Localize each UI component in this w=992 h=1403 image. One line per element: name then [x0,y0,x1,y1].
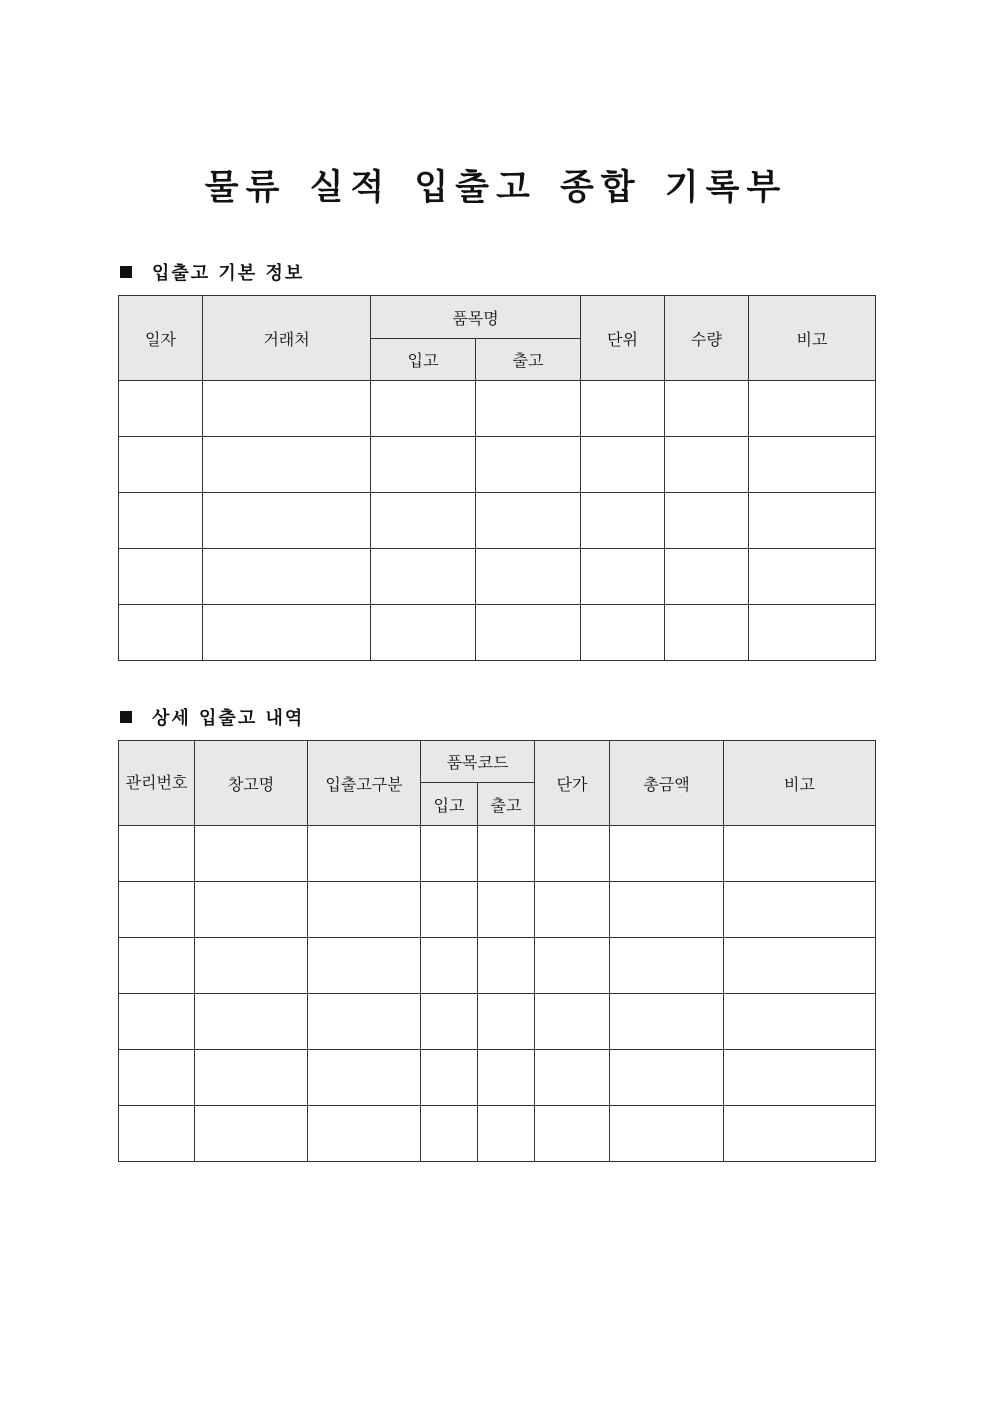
table-cell[interactable] [203,605,371,661]
header-note: 비고 [749,296,876,381]
table-row [119,437,876,493]
basic-info-table [118,295,876,661]
table-cell[interactable] [749,605,876,661]
header-item-name: 품목명 [371,296,581,339]
page-title: 물류 실적 입출고 종합 기록부 [204,168,788,208]
table-cell[interactable] [535,1106,610,1162]
table-cell[interactable] [478,1106,535,1162]
table-cell[interactable] [610,1050,724,1106]
detail-table [118,740,876,1162]
table-cell[interactable] [724,994,876,1050]
section-heading-label: 상세 입출고 내역 [152,708,305,729]
table-cell[interactable] [308,938,421,994]
header-item-code: 품목코드 [421,741,535,783]
table-cell[interactable] [581,549,665,605]
section-heading-label: 입출고 기본 정보 [152,263,305,284]
table-cell[interactable] [476,549,581,605]
table-cell[interactable] [665,549,749,605]
table-cell[interactable] [610,882,724,938]
table-cell[interactable] [119,381,203,437]
table-cell[interactable] [610,938,724,994]
table-cell[interactable] [308,1106,421,1162]
table-cell[interactable] [724,938,876,994]
header-in: 입고 [421,783,478,826]
table-cell[interactable] [203,437,371,493]
table-cell[interactable] [610,1106,724,1162]
header-date: 일자 [119,296,203,381]
table-cell[interactable] [476,381,581,437]
table-cell[interactable] [535,994,610,1050]
table-cell[interactable] [203,493,371,549]
table-cell[interactable] [581,605,665,661]
table-row [119,1106,876,1162]
table-cell[interactable] [119,1106,195,1162]
table-cell[interactable] [421,1106,478,1162]
table-cell[interactable] [749,437,876,493]
table-cell[interactable] [119,493,203,549]
section-heading-basic-info [120,259,304,285]
table-cell[interactable] [581,493,665,549]
table-cell[interactable] [203,381,371,437]
table-cell[interactable] [119,938,195,994]
table-cell[interactable] [749,381,876,437]
square-bullet-icon [120,266,132,278]
table-cell[interactable] [581,381,665,437]
header-quantity: 수량 [665,296,749,381]
header-warehouse: 창고명 [195,741,308,826]
table-row [119,882,876,938]
header-io-type: 입출고구분 [308,741,421,826]
table-cell[interactable] [476,437,581,493]
table-cell[interactable] [665,605,749,661]
table-cell[interactable] [308,826,421,882]
table-cell[interactable] [610,826,724,882]
header-unit-price: 단가 [535,741,610,826]
table-cell[interactable] [535,882,610,938]
table-cell[interactable] [749,549,876,605]
table-cell[interactable] [371,605,476,661]
header-in: 입고 [371,339,476,381]
table-cell[interactable] [421,994,478,1050]
table-cell[interactable] [476,605,581,661]
table-row [119,826,876,882]
table-cell[interactable] [371,493,476,549]
table-cell[interactable] [535,826,610,882]
table-cell[interactable] [371,437,476,493]
table-cell[interactable] [724,1106,876,1162]
table-cell[interactable] [665,381,749,437]
table-cell[interactable] [478,994,535,1050]
table-cell[interactable] [119,882,195,938]
table-cell[interactable] [195,1050,308,1106]
table-cell[interactable] [665,437,749,493]
header-management-number: 관리번호 [119,741,195,826]
table-cell[interactable] [610,994,724,1050]
table-cell[interactable] [724,826,876,882]
table-cell[interactable] [421,882,478,938]
table-cell[interactable] [478,938,535,994]
table-cell[interactable] [371,381,476,437]
header-out: 출고 [478,783,535,826]
square-bullet-icon [120,711,132,723]
table-cell[interactable] [476,493,581,549]
table-cell[interactable] [195,826,308,882]
table-cell[interactable] [308,994,421,1050]
table-cell[interactable] [478,882,535,938]
header-unit: 단위 [581,296,665,381]
table-cell[interactable] [119,437,203,493]
table-row [119,938,876,994]
table-cell[interactable] [119,994,195,1050]
table-cell[interactable] [195,882,308,938]
table-cell[interactable] [195,1106,308,1162]
table-cell[interactable] [749,493,876,549]
table-cell[interactable] [421,938,478,994]
header-total: 총금액 [610,741,724,826]
table-cell[interactable] [724,882,876,938]
table-cell[interactable] [308,882,421,938]
header-client: 거래처 [203,296,371,381]
table-cell[interactable] [119,549,203,605]
table-cell[interactable] [371,549,476,605]
table-row [119,549,876,605]
table-row [119,994,876,1050]
table-row [119,1050,876,1106]
table-cell[interactable] [665,493,749,549]
table-cell[interactable] [119,826,195,882]
table-row [119,493,876,549]
table-cell[interactable] [195,994,308,1050]
table-cell[interactable] [203,549,371,605]
section-heading-detail [120,704,304,730]
table-cell[interactable] [478,826,535,882]
header-note: 비고 [724,741,876,826]
table-cell[interactable] [119,1050,195,1106]
table-cell[interactable] [535,938,610,994]
table-cell[interactable] [308,1050,421,1106]
header-out: 출고 [476,339,581,381]
table-cell[interactable] [119,605,203,661]
table-cell[interactable] [421,826,478,882]
table-cell[interactable] [478,1050,535,1106]
table-cell[interactable] [195,938,308,994]
table-cell[interactable] [535,1050,610,1106]
table-row [119,381,876,437]
table-row [119,605,876,661]
table-cell[interactable] [581,437,665,493]
table-cell[interactable] [421,1050,478,1106]
table-cell[interactable] [724,1050,876,1106]
